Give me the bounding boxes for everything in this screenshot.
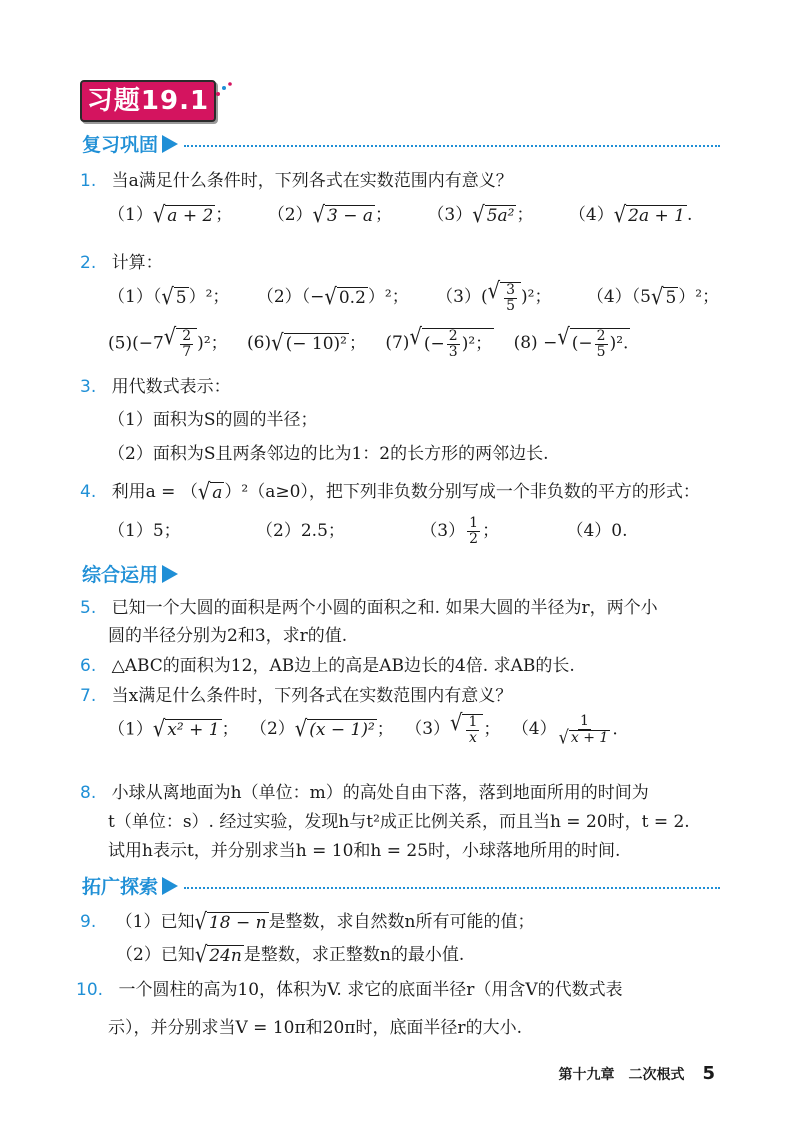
question-text: 计算： — [111, 253, 163, 273]
section-title: 复习巩固 — [82, 134, 159, 156]
question-4-parts: （1）5； （2）2.5； （3） $\frac{1}{2}$ ； （4）0. — [108, 515, 628, 547]
question-number: 5. — [80, 598, 97, 618]
exercise-badge: 习题19.1 — [80, 80, 216, 122]
question-2 — [80, 248, 163, 273]
question-number: 1. — [80, 171, 97, 191]
question-2-row-1: （1）（ √ 5 ）²； （2）（− √ 0.2 ）²； （3）( √ $\frac{3}{5}$ )²； （4）（5 √ 5 ）²； — [108, 277, 720, 314]
question-number: 2. — [80, 253, 97, 273]
question-7-parts: （1） √ x² + 1 ； （2） √ (x − 1)² ； （3） √ $\frac{1}{x}$ ； （4） 1 √ x + 1 . — [108, 709, 618, 749]
question-text: 当a满足什么条件时，下列各式在实数范围内有意义？ — [111, 171, 513, 191]
part-label: （2） — [267, 205, 313, 225]
sqrt-expr: √ a + 2 — [152, 201, 214, 228]
question-5: 5. 已知一个大圆的面积是两个小圆的面积之和. 如果大圆的半径为r，两个小 — [80, 598, 658, 618]
question-9: 9. （1）已知 √ 18 − n 是整数，求自然数n所有可能的值； — [80, 908, 535, 935]
part-label: （3） — [427, 205, 473, 225]
question-6: 6. △ABC的面积为12，AB边上的高是AB边长的4倍. 求AB的长. — [80, 656, 575, 676]
question-7: 7. 当x满足什么条件时，下列各式在实数范围内有意义？ — [80, 686, 513, 706]
play-arrow-icon — [162, 135, 178, 153]
section-header-review — [82, 130, 720, 157]
question-1-parts: （1） √ a + 2 ； （2） √ 3 − a ； （3） √ 5a² ； （4） √ 2a + 1 . — [108, 201, 693, 228]
question-8-line-2: t（单位：s）. 经过实验，发现h与t²成正比例关系，而且当h = 20时，t = 2. — [108, 812, 690, 832]
chapter-title: 第十九章 二次根式 — [558, 1067, 685, 1083]
question-number: 8. — [80, 783, 97, 803]
question-3-sub-2: （2）面积为S且两条邻边的比为1：2的长方形的两邻边长. — [108, 444, 549, 464]
question-5-line-2: 圆的半径分别为2和3，求r的值. — [108, 626, 348, 646]
sqrt-expr: √ 2a + 1 — [613, 201, 685, 228]
part-label: （1） — [108, 205, 153, 225]
section-header-apply — [82, 560, 202, 587]
question-number: 6. — [80, 656, 97, 676]
sparkle-decoration-icon — [214, 80, 234, 100]
question-1 — [80, 166, 513, 191]
section-title: 综合运用 — [82, 564, 159, 586]
page-footer — [558, 1063, 715, 1084]
question-3 — [80, 372, 231, 397]
question-number: 4. — [80, 482, 97, 502]
question-text: 用代数式表示： — [111, 377, 231, 397]
question-9-sub-2: （2）已知 √ 24n 是整数，求正整数n的最小值. — [116, 941, 465, 968]
question-3-sub-1: （1）面积为S的圆的半径； — [108, 410, 318, 430]
part-label: （4） — [568, 205, 614, 225]
question-4: 4. 利用a = （ √ a ）²（a≥0），把下列非负数分别写成一个非负数的平方的形式： — [80, 478, 700, 505]
sqrt-expr: √ 3 − a — [312, 201, 373, 228]
play-arrow-icon — [162, 877, 178, 895]
question-number: 9. — [80, 912, 97, 932]
question-8: 8. 小球从离地面为h（单位：m）的高处自由下落，落到地面所用的时间为 — [80, 783, 649, 803]
question-10: 10. 一个圆柱的高为10，体积为V. 求它的底面半径r（用含V的代数式表 — [76, 980, 623, 1000]
question-number: 3. — [80, 377, 97, 397]
question-number: 7. — [80, 686, 97, 706]
question-8-line-3: 试用h表示t，并分别求当h = 10和h = 25时，小球落地所用的时间. — [108, 841, 621, 861]
page-number: 5 — [702, 1063, 715, 1084]
section-title: 拓广探索 — [82, 876, 159, 898]
dotted-rule — [184, 887, 720, 889]
section-header-explore — [82, 872, 720, 899]
sqrt-expr: √ 5a² — [472, 201, 515, 228]
question-number: 10. — [76, 980, 104, 1000]
play-arrow-icon — [162, 565, 178, 583]
dotted-rule — [184, 145, 720, 147]
question-2-row-2: (5)(−7 √ $\frac{2}{7}$ )²； (6) √ (− 10)² ； (7) √ (− $\frac{2}{3}$ )²； (8) − √ (− $\frac{2}{5}$ )². — [108, 323, 629, 360]
question-10-line-2: 示），并分别求当V = 10π和20π时，底面半径r的大小. — [108, 1018, 522, 1038]
